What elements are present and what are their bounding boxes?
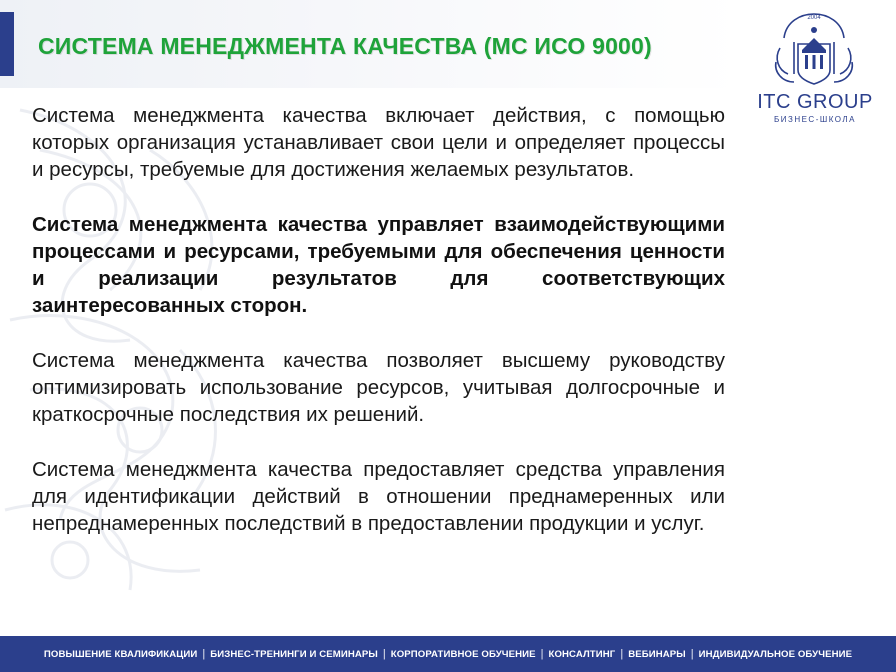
- footer-item-qualification[interactable]: ПОВЫШЕНИЕ КВАЛИФИКАЦИИ: [43, 648, 198, 660]
- footer-separator: |: [540, 648, 544, 660]
- content-body: [32, 102, 725, 565]
- footer-separator: |: [690, 648, 694, 660]
- footer-item-webinars[interactable]: ВЕБИНАРЫ: [628, 648, 686, 660]
- footer-item-trainings[interactable]: БИЗНЕС-ТРЕНИНГИ И СЕМИНАРЫ: [210, 648, 378, 660]
- footer-separator: |: [382, 648, 386, 660]
- paragraph-4: Система менеджмента качества предоставляет средства управления для идентификации действий в отношении преднамеренных или непреднамеренных последствий в предоставлении продукции и услуг.: [32, 458, 725, 535]
- title-accent-bar: [0, 12, 14, 76]
- paragraph-3: Система менеджмента качества позволяет высшему руководству оптимизировать использование ресурсов, учитывая долгосрочные и краткосрочные последствия их решений.: [32, 349, 725, 426]
- footer-item-consulting[interactable]: КОНСАЛТИНГ: [548, 648, 616, 660]
- logo-name: ITC GROUP: [757, 91, 873, 113]
- footer-separator: |: [202, 648, 206, 660]
- logo-year: 2004: [807, 15, 821, 21]
- footer-separator: |: [620, 648, 624, 660]
- paragraph-1: Система менеджмента качества включает действия, с помощью которых организация устанавливает свои цели и определяет процессы и ресурсы, требуемые для достижения желаемых результатов.: [32, 104, 725, 181]
- crest-emblem-icon: [772, 8, 856, 88]
- logo-subtitle: БИЗНЕС-ШКОЛА: [773, 115, 856, 124]
- paragraph-2: Система менеджмента качества управляет взаимодействующими процессами и ресурсами, требуемыми для обеспечения ценности и реализации результатов для соответствующих заинтересованных сторон.: [32, 213, 725, 317]
- footer-nav: [0, 636, 896, 672]
- slide-title: СИСТЕМА МЕНЕДЖМЕНТА КАЧЕСТВА (МС ИСО 9000): [38, 33, 652, 59]
- itc-group-logo: [740, 8, 890, 128]
- footer-item-corporate[interactable]: КОРПОРАТИВНОЕ ОБУЧЕНИЕ: [390, 648, 536, 660]
- footer-item-individual[interactable]: ИНДИВИДУАЛЬНОЕ ОБУЧЕНИЕ: [698, 648, 853, 660]
